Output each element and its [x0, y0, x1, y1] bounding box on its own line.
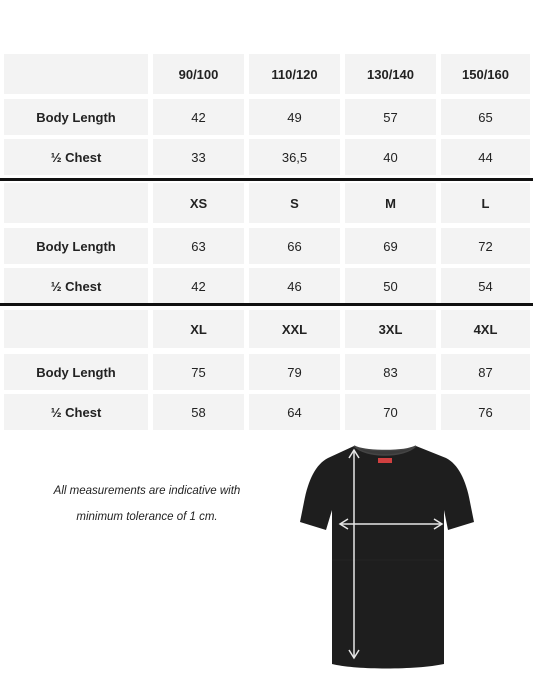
table-cell: 58	[153, 394, 244, 430]
size-header: 90/100	[153, 54, 244, 94]
table-cell: 44	[441, 139, 530, 175]
tshirt-icon	[296, 440, 476, 677]
corner-cell	[4, 54, 148, 94]
table-divider	[0, 303, 533, 306]
size-header: 4XL	[441, 310, 530, 348]
row-label-half-chest: ½ Chest	[4, 394, 148, 430]
table-cell: 42	[153, 99, 244, 135]
size-header: L	[441, 183, 530, 223]
table-cell: 33	[153, 139, 244, 175]
table-cell: 83	[345, 354, 436, 390]
table-cell: 66	[249, 228, 340, 264]
table-cell: 64	[249, 394, 340, 430]
tshirt-illustration	[296, 440, 476, 672]
size-header: XXL	[249, 310, 340, 348]
table-cell: 70	[345, 394, 436, 430]
row-label-half-chest: ½ Chest	[4, 139, 148, 175]
table-cell: 79	[249, 354, 340, 390]
table-cell: 36,5	[249, 139, 340, 175]
size-header: XL	[153, 310, 244, 348]
table-cell: 72	[441, 228, 530, 264]
note-line: All measurements are indicative with	[53, 485, 241, 497]
note-line: minimum tolerance of 1 cm.	[76, 511, 218, 523]
table-cell: 46	[249, 268, 340, 304]
row-label-body-length: Body Length	[4, 99, 148, 135]
size-header: 130/140	[345, 54, 436, 94]
size-header: XS	[153, 183, 244, 223]
table-cell: 49	[249, 99, 340, 135]
table-cell: 50	[345, 268, 436, 304]
size-header: 110/120	[249, 54, 340, 94]
table-cell: 69	[345, 228, 436, 264]
table-cell: 65	[441, 99, 530, 135]
table-cell: 63	[153, 228, 244, 264]
measurement-note	[22, 478, 272, 530]
table-cell: 40	[345, 139, 436, 175]
table-cell: 57	[345, 99, 436, 135]
size-header: 150/160	[441, 54, 530, 94]
corner-cell	[4, 183, 148, 223]
table-cell: 42	[153, 268, 244, 304]
size-header: M	[345, 183, 436, 223]
table-cell: 54	[441, 268, 530, 304]
size-header: 3XL	[345, 310, 436, 348]
corner-cell	[4, 310, 148, 348]
tshirt-body	[300, 446, 474, 669]
size-header: S	[249, 183, 340, 223]
table-divider	[0, 178, 533, 181]
table-cell: 75	[153, 354, 244, 390]
row-label-body-length: Body Length	[4, 228, 148, 264]
table-cell: 87	[441, 354, 530, 390]
table-cell: 76	[441, 394, 530, 430]
row-label-body-length: Body Length	[4, 354, 148, 390]
row-label-half-chest: ½ Chest	[4, 268, 148, 304]
brand-tag	[378, 458, 392, 463]
